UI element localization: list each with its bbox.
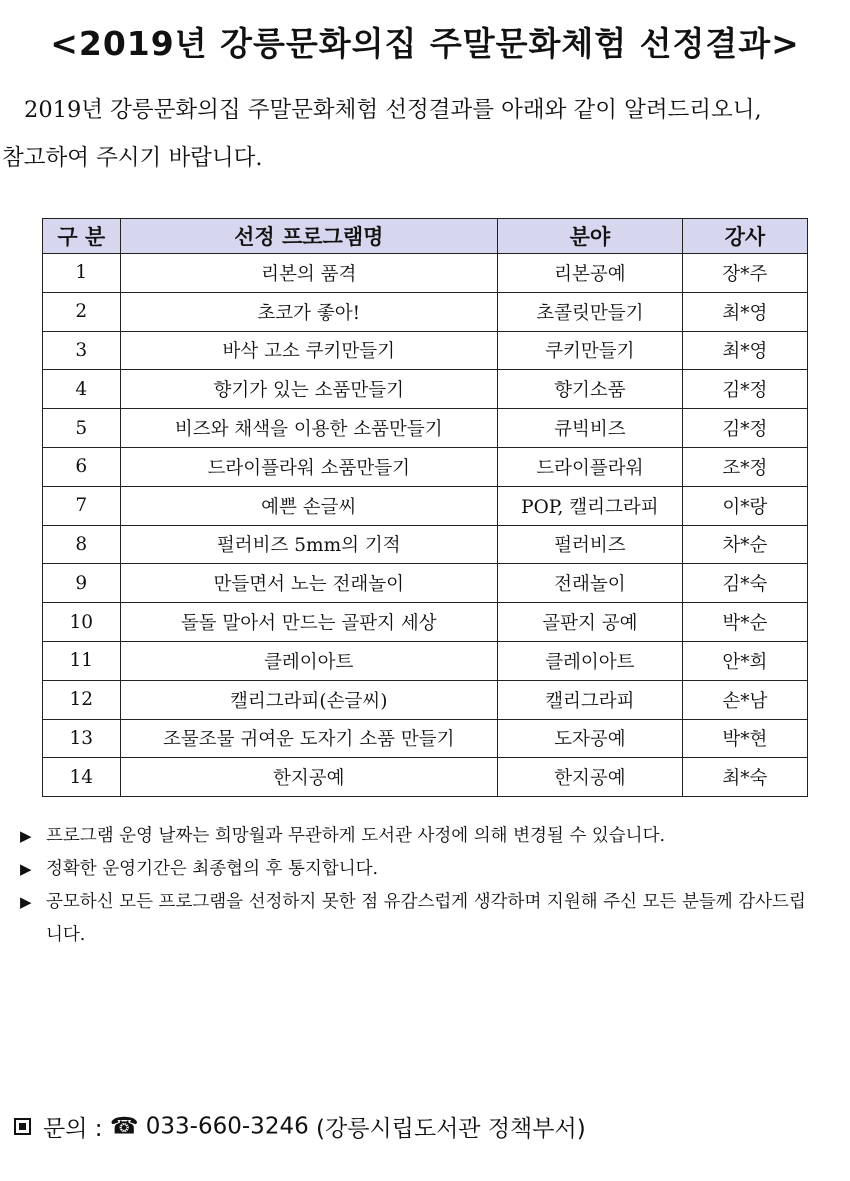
table-row	[43, 680, 808, 719]
cell-field: 큐빅비즈	[497, 409, 682, 448]
cell-field: 드라이플라워	[497, 447, 682, 486]
header-instructor: 강사	[682, 219, 807, 254]
cell-field: 쿠키만들기	[497, 331, 682, 370]
cell-no: 11	[43, 641, 121, 680]
cell-field: 한지공예	[497, 758, 682, 797]
cell-program-name: 조물조물 귀여운 도자기 소품 만들기	[120, 719, 497, 758]
table-row	[43, 564, 808, 603]
cell-no: 1	[43, 254, 121, 293]
cell-no: 8	[43, 525, 121, 564]
cell-instructor: 김*숙	[682, 564, 807, 603]
cell-instructor: 최*영	[682, 292, 807, 331]
cell-no: 12	[43, 680, 121, 719]
cell-no: 10	[43, 603, 121, 642]
header-category: 구 분	[43, 219, 121, 254]
cell-instructor: 안*희	[682, 641, 807, 680]
contact-phone: 033-660-3246	[145, 1113, 309, 1140]
table-row	[43, 758, 808, 797]
cell-no: 6	[43, 447, 121, 486]
table-row	[43, 292, 808, 331]
table-row	[43, 641, 808, 680]
contact-department: (강릉시립도서관 정책부서)	[316, 1116, 586, 1142]
square-bullet-icon	[14, 1118, 31, 1135]
intro-line-1: 2019년 강릉문화의집 주말문화체험 선정결과를 아래와 같이 알려드리오니,	[24, 97, 762, 123]
cell-no: 7	[43, 486, 121, 525]
cell-instructor: 최*숙	[682, 758, 807, 797]
cell-instructor: 김*정	[682, 409, 807, 448]
cell-instructor: 박*현	[682, 719, 807, 758]
cell-instructor: 조*정	[682, 447, 807, 486]
cell-program-name: 바삭 고소 쿠키만들기	[120, 331, 497, 370]
header-field: 분야	[497, 219, 682, 254]
cell-no: 3	[43, 331, 121, 370]
table-body	[43, 254, 808, 797]
cell-field: 초콜릿만들기	[497, 292, 682, 331]
table-row	[43, 486, 808, 525]
header-program-name: 선정 프로그램명	[120, 219, 497, 254]
cell-field: 전래놀이	[497, 564, 682, 603]
table-row	[43, 525, 808, 564]
note-item: ▶ 정확한 운영기간은 최종협의 후 통지합니다.	[20, 853, 820, 886]
table-header-row	[43, 219, 808, 254]
cell-program-name: 클레이아트	[120, 641, 497, 680]
triangle-bullet-icon: ▶	[20, 860, 32, 878]
cell-program-name: 펄러비즈 5mm의 기적	[120, 525, 497, 564]
cell-field: 캘리그라피	[497, 680, 682, 719]
note-item: ▶ 공모하신 모든 프로그램을 선정하지 못한 점 유감스럽게 생각하며 지원해 주신 모든 분들께 감사드립니다.	[20, 886, 820, 952]
triangle-bullet-icon: ▶	[20, 893, 32, 911]
cell-instructor: 박*순	[682, 603, 807, 642]
phone-icon: ☎	[109, 1113, 139, 1140]
cell-program-name: 돌돌 말아서 만드는 골판지 세상	[120, 603, 497, 642]
cell-instructor: 이*랑	[682, 486, 807, 525]
cell-instructor: 손*남	[682, 680, 807, 719]
cell-field: POP, 캘리그라피	[497, 486, 682, 525]
cell-no: 4	[43, 370, 121, 409]
cell-no: 13	[43, 719, 121, 758]
table-row	[43, 254, 808, 293]
selection-results-table	[42, 218, 808, 797]
table-row	[43, 409, 808, 448]
cell-program-name: 리본의 품격	[120, 254, 497, 293]
cell-program-name: 한지공예	[120, 758, 497, 797]
table-row	[43, 447, 808, 486]
cell-no: 9	[43, 564, 121, 603]
table-row	[43, 603, 808, 642]
cell-program-name: 만들면서 노는 전래놀이	[120, 564, 497, 603]
cell-program-name: 비즈와 채색을 이용한 소품만들기	[120, 409, 497, 448]
cell-field: 골판지 공예	[497, 603, 682, 642]
intro-line-2: 참고하여 주시기 바랍니다.	[2, 145, 263, 171]
page-title: <2019년 강릉문화의집 주말문화체험 선정결과>	[50, 24, 800, 63]
notes-list	[20, 820, 820, 952]
cell-instructor: 차*순	[682, 525, 807, 564]
cell-instructor: 장*주	[682, 254, 807, 293]
table-row	[43, 719, 808, 758]
cell-no: 2	[43, 292, 121, 331]
cell-no: 14	[43, 758, 121, 797]
cell-program-name: 캘리그라피(손글씨)	[120, 680, 497, 719]
cell-no: 5	[43, 409, 121, 448]
contact-label: 문의 :	[43, 1116, 103, 1142]
cell-field: 클레이아트	[497, 641, 682, 680]
cell-field: 리본공예	[497, 254, 682, 293]
intro-paragraph	[2, 86, 848, 182]
table-row	[43, 370, 808, 409]
cell-instructor: 김*정	[682, 370, 807, 409]
cell-field: 향기소품	[497, 370, 682, 409]
note-item: ▶ 프로그램 운영 날짜는 희망월과 무관하게 도서관 사정에 의해 변경될 수 있습니다.	[20, 820, 820, 853]
cell-program-name: 향기가 있는 소품만들기	[120, 370, 497, 409]
cell-field: 펄러비즈	[497, 525, 682, 564]
cell-field: 도자공예	[497, 719, 682, 758]
cell-program-name: 드라이플라워 소품만들기	[120, 447, 497, 486]
cell-program-name: 초코가 좋아!	[120, 292, 497, 331]
cell-program-name: 예쁜 손글씨	[120, 486, 497, 525]
contact-info	[14, 1110, 586, 1143]
table-row	[43, 331, 808, 370]
triangle-bullet-icon: ▶	[20, 827, 32, 845]
cell-instructor: 최*영	[682, 331, 807, 370]
